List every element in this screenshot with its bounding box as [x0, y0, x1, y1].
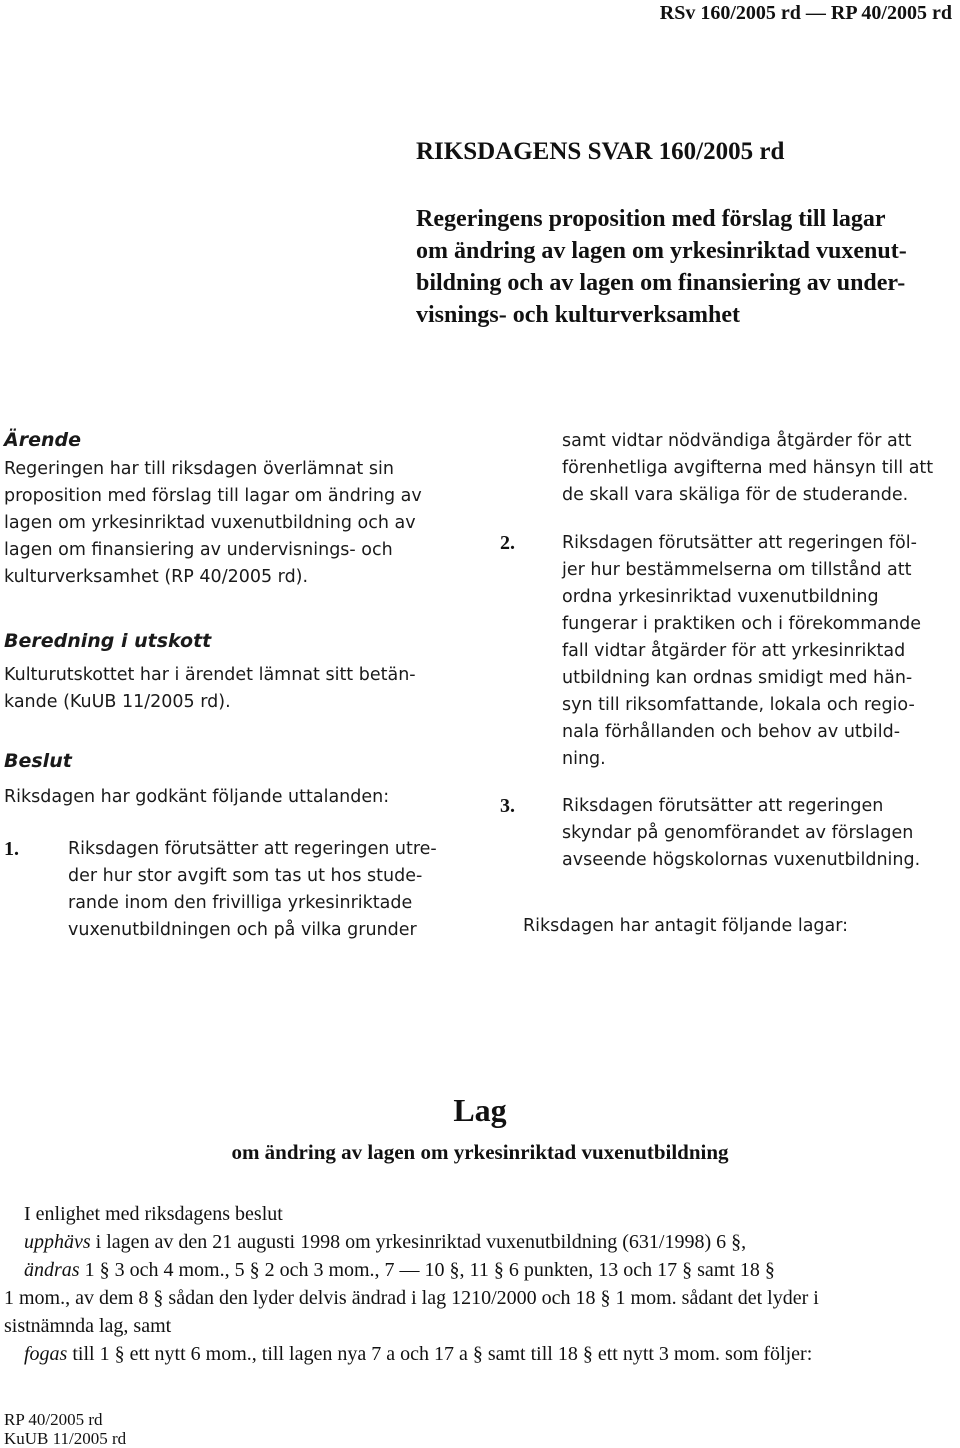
statement-line: skyndar på genomförandet av förslagen: [562, 823, 914, 843]
statement-1-continued: [562, 428, 933, 509]
subject-line: Regeringens proposition med förslag till lagar: [416, 206, 886, 232]
document-title: RIKSDAGENS SVAR 160/2005 rd: [416, 138, 785, 165]
subject-line: bildning och av lagen om finansiering av under-: [416, 270, 906, 296]
statement-line: ordna yrkesinriktad vuxenutbildning: [562, 587, 879, 607]
beredning-line: kande (KuUB 11/2005 rd).: [4, 692, 231, 712]
statement-line: vuxenutbildningen och på vilka grunder: [68, 920, 417, 940]
statement-line: samt vidtar nödvändiga åtgärder för att: [562, 431, 912, 451]
arende-line: kulturverksamhet (RP 40/2005 rd).: [4, 567, 309, 587]
statement-line: Riksdagen förutsätter att regeringen föl-: [562, 533, 917, 553]
andras-word: ändras: [24, 1259, 80, 1281]
upphavs-word: upphävs: [24, 1231, 91, 1253]
statement-line: fall vidtar åtgärder för att yrkesinriktad: [562, 641, 906, 661]
fogas-text: till 1 § ett nytt 6 mom., till lagen nya 7 a och 17 a § samt till 18 § ett nytt 3 mom. som följer:: [72, 1343, 813, 1365]
statement-number: 3.: [500, 795, 515, 817]
andras-text: 1 § 3 och 4 mom., 5 § 2 och 3 mom., 7 — 10 §, 11 § 6 punkten, 13 och 17 § samt 18 §: [84, 1259, 775, 1281]
statement-line: rande inom den frivilliga yrkesinriktade: [68, 893, 413, 913]
law-body: [4, 1200, 819, 1368]
statement-line: der hur stor avgift som tas ut hos stude-: [68, 866, 423, 886]
running-header: RSv 160/2005 rd — RP 40/2005 rd: [659, 2, 952, 24]
law-upphavs-line: [4, 1228, 819, 1256]
statement-line: syn till riksomfattande, lokala och regio-: [562, 695, 915, 715]
beslut-intro: Riksdagen har godkänt följande uttalanden:: [4, 787, 390, 807]
beslut-section: [4, 746, 464, 811]
arende-heading: Ärende: [4, 429, 81, 451]
law-subtitle: om ändring av lagen om yrkesinriktad vuxenutbildning: [231, 1140, 729, 1164]
statement-line: avseende högskolornas vuxenutbildning.: [562, 850, 921, 870]
subject-line: om ändring av lagen om yrkesinriktad vuxenut-: [416, 238, 907, 264]
statement-number: 1.: [4, 838, 19, 860]
arende-section: [4, 425, 464, 591]
subject-line: visnings- och kulturverksamhet: [416, 302, 741, 328]
statement-line: de skall vara skäliga för de studerande.: [562, 485, 909, 505]
beslut-heading: Beslut: [4, 750, 72, 772]
statement-line: Riksdagen förutsätter att regeringen utre-: [68, 839, 437, 859]
document-subject: [416, 203, 956, 331]
law-title: Lag: [453, 1092, 507, 1128]
statement-line: förenhetliga avgifterna med hänsyn till att: [562, 458, 934, 478]
law-fogas-line: [4, 1340, 819, 1368]
arende-line: lagen om finansiering av undervisnings- och: [4, 540, 393, 560]
law-andras-line-3: sistnämnda lag, samt: [4, 1315, 172, 1337]
beredning-heading: Beredning i utskott: [4, 630, 212, 652]
statement-line: nala förhållanden och behov av utbild-: [562, 722, 901, 742]
footer-ref-kuub: KuUB 11/2005 rd: [4, 1429, 127, 1448]
statement-number: 2.: [500, 532, 515, 554]
beredning-line: Kulturutskottet har i ärendet lämnat sitt betän-: [4, 665, 416, 685]
law-andras-line-2: 1 mom., av dem 8 § sådan den lyder delvis ändrad i lag 1210/2000 och 18 § 1 mom. sådant det lyder i: [4, 1287, 819, 1309]
statement-line: ning.: [562, 749, 606, 769]
statement-line: fungerar i praktiken och i förekommande: [562, 614, 921, 634]
footer-ref-rp: RP 40/2005 rd: [4, 1410, 103, 1429]
adopted-laws-intro: Riksdagen har antagit följande lagar:: [523, 916, 849, 936]
statement-line: jer hur bestämmelserna om tillstånd att: [562, 560, 912, 580]
statement-line: Riksdagen förutsätter att regeringen: [562, 796, 884, 816]
upphavs-text: i lagen av den 21 augusti 1998 om yrkesinriktad vuxenutbildning (631/1998) 6 §,: [95, 1231, 747, 1253]
law-preamble: I enlighet med riksdagens beslut: [24, 1203, 283, 1225]
arende-line: lagen om yrkesinriktad vuxenutbildning och av: [4, 513, 416, 533]
beredning-section: [4, 626, 464, 716]
law-andras-line: [4, 1256, 819, 1284]
fogas-word: fogas: [24, 1343, 68, 1365]
footer-references: [4, 1410, 126, 1448]
statement-line: utbildning kan ordnas smidigt med hän-: [562, 668, 913, 688]
arende-line: Regeringen har till riksdagen överlämnat sin: [4, 459, 394, 479]
arende-line: proposition med förslag till lagar om ändring av: [4, 486, 422, 506]
